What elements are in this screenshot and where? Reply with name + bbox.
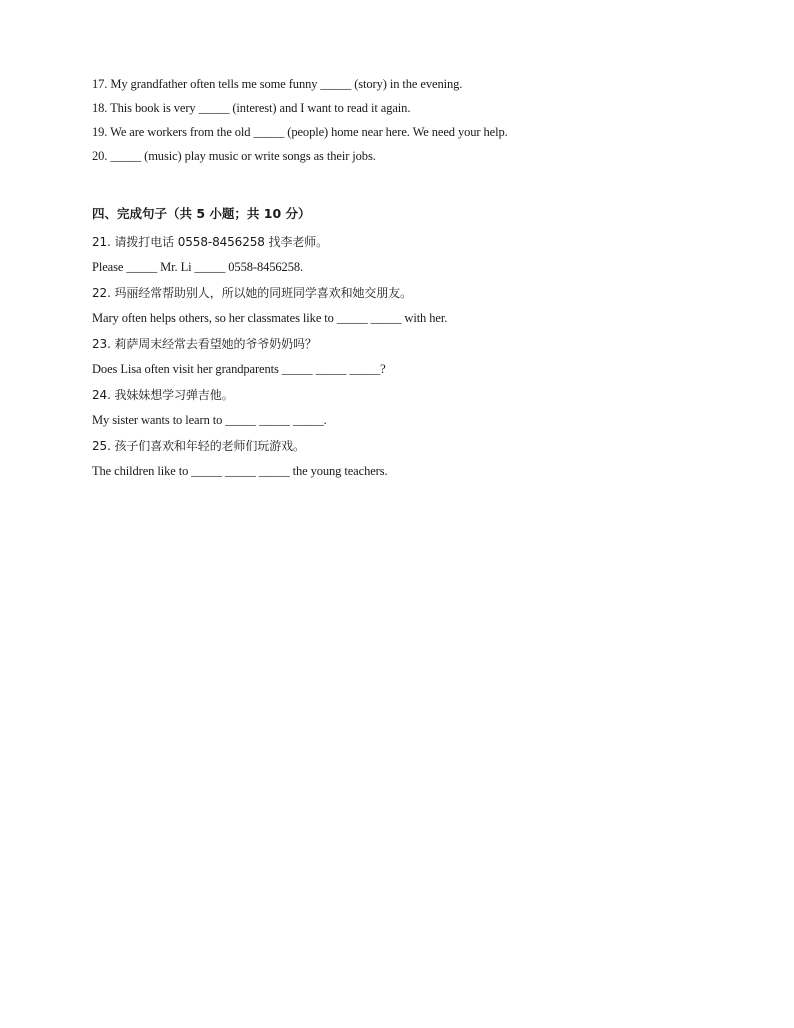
question-24-prompt: 24. 我妹妹想学习弹吉他。	[92, 388, 234, 402]
question-23-sentence: Does Lisa often visit her grandparents _____ _____ _____?	[92, 362, 386, 376]
question-25-prompt: 25. 孩子们喜欢和年轻的老师们玩游戏。	[92, 439, 305, 453]
question-22-prompt: 22. 玛丽经常帮助别人，所以她的同班同学喜欢和她交朋友。	[92, 286, 413, 300]
question-24-sentence: My sister wants to learn to _____ _____ _____.	[92, 413, 327, 427]
question-19: 19. We are workers from the old _____ (people) home near here. We need your help.	[92, 125, 508, 139]
question-17: 17. My grandfather often tells me some funny _____ (story) in the evening.	[92, 77, 463, 91]
section-heading: 四、完成句子（共 5 小题；共 10 分）	[92, 206, 311, 221]
question-18: 18. This book is very _____ (interest) and I want to read it again.	[92, 101, 411, 115]
question-21-prompt: 21. 请拨打电话 0558-8456258 找李老师。	[92, 235, 329, 249]
question-20: 20. _____ (music) play music or write songs as their jobs.	[92, 149, 376, 163]
question-25-sentence: The children like to _____ _____ _____ the young teachers.	[92, 464, 388, 478]
question-21-sentence: Please _____ Mr. Li _____ 0558-8456258.	[92, 260, 304, 274]
question-22-sentence: Mary often helps others, so her classmates like to _____ _____ with her.	[92, 311, 448, 325]
question-23-prompt: 23. 莉萨周末经常去看望她的爷爷奶奶吗？	[92, 337, 317, 351]
